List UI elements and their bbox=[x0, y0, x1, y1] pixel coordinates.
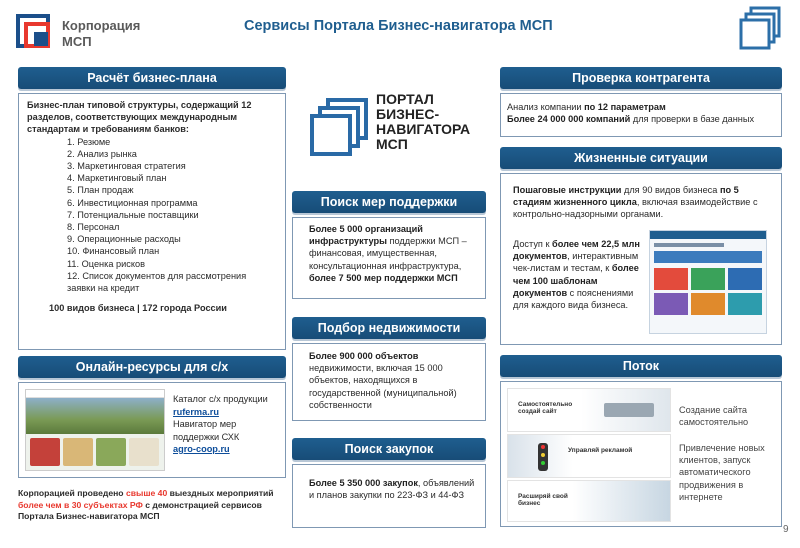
biz-plan-item: 3. Маркетинговая стратегия bbox=[67, 161, 186, 172]
purchases-p1: Более 5 350 000 закупок bbox=[309, 478, 418, 488]
potok-card-1 bbox=[507, 388, 671, 432]
support-p1: Более 5 000 организаций инфраструктуры bbox=[309, 224, 423, 247]
portal-logo-l1: ПОРТАЛ bbox=[376, 91, 434, 107]
potok-card-1-title: Самостоятельно создай сайт bbox=[518, 401, 573, 415]
biz-plan-item: 6. Инвестиционная программа bbox=[67, 197, 198, 208]
counterparty-line2 bbox=[507, 113, 773, 125]
realty-p2: недвижимости, включая 15 000 объектов, находящихся в государственной (муниципальной) собственности bbox=[309, 363, 457, 410]
biz-plan-footer: 100 видов бизнеса | 172 города России bbox=[49, 303, 227, 314]
events-d: более чем в 30 субъектах РФ bbox=[18, 499, 143, 510]
portal-logo-icon bbox=[308, 98, 370, 160]
life-text bbox=[513, 184, 771, 221]
biz-plan-item: 4. Маркетинговый план bbox=[67, 173, 167, 184]
agro-coop-link[interactable]: agro-coop.ru bbox=[173, 444, 230, 454]
support-header[interactable]: Поиск мер поддержки bbox=[292, 191, 486, 213]
support-panel bbox=[292, 217, 486, 299]
realty-p1: Более 900 000 объектов bbox=[309, 351, 419, 361]
life-screenshot bbox=[649, 230, 767, 334]
life-p1b: для 90 видов бизнеса bbox=[621, 185, 720, 195]
counterparty-l1a: Анализ компании bbox=[507, 102, 585, 112]
biz-plan-item: 9. Операционные расходы bbox=[67, 234, 181, 245]
counterparty-l2a: Более 24 000 000 компаний bbox=[507, 114, 631, 125]
events-b: свыше 40 bbox=[125, 488, 168, 498]
agro-text bbox=[173, 393, 281, 456]
squares-icon bbox=[737, 6, 787, 52]
page-number: 9 bbox=[783, 524, 789, 535]
life-p2a: Доступ к bbox=[513, 239, 553, 249]
events-note bbox=[18, 488, 290, 523]
potok-panel bbox=[500, 381, 782, 527]
life-panel bbox=[500, 173, 782, 345]
agro-header[interactable]: Онлайн-ресурсы для с/х bbox=[18, 356, 286, 378]
portal-logo-l4: МСП bbox=[376, 136, 408, 152]
support-p2: поддержки МСП – финансовая, имущественная, консультационная инфраструктура, bbox=[309, 236, 467, 271]
counterparty-l2b: для проверки в базе данных bbox=[630, 114, 755, 125]
ruferma-link[interactable]: ruferma.ru bbox=[173, 406, 219, 417]
biz-plan-item: 2. Анализ рынка bbox=[67, 148, 137, 159]
potok-text-2: Привлечение новых клиентов, запуск автоматического продвижения в интернете bbox=[679, 443, 765, 502]
realty-panel bbox=[292, 343, 486, 421]
purchases-p2: , объявлений и планов закупки по 223-ФЗ и 44-ФЗ bbox=[309, 478, 475, 501]
corp-logo-text-1: Корпорация bbox=[62, 18, 141, 33]
life-p2e: с пояснениями для каждого вида бизнеса. bbox=[513, 287, 634, 311]
life-p1d: , включая взаимодействие с контрольно-надзорными органами. bbox=[513, 197, 758, 220]
corp-logo-text-2: МСП bbox=[62, 34, 92, 49]
biz-plan-item: 12. Список документов для рассмотрения заявки на кредит bbox=[67, 270, 247, 294]
potok-card-2 bbox=[507, 434, 671, 478]
life-p1c: по 5 стадиям жизненного цикла bbox=[513, 185, 739, 208]
life-p2d: более чем 100 шаблонам документов bbox=[513, 263, 639, 298]
counterparty-line1 bbox=[507, 101, 773, 113]
biz-plan-header[interactable]: Расчёт бизнес-плана bbox=[18, 67, 286, 89]
biz-plan-item: 10. Финансовый план bbox=[67, 246, 160, 257]
corp-logo-icon bbox=[16, 12, 56, 52]
biz-plan-item: 5. План продаж bbox=[67, 185, 134, 196]
biz-plan-list bbox=[27, 136, 277, 295]
page-title: Сервисы Портала Бизнес-навигатора МСП bbox=[244, 18, 553, 34]
biz-plan-intro: Бизнес-план типовой структуры, содержащий 12 разделов, соответствующих международным стандартам и требованиям банков: bbox=[27, 100, 252, 135]
life-p2b: более чем 22,5 млн документов bbox=[513, 239, 640, 262]
portal-logo-l3: НАВИГАТОРА bbox=[376, 121, 471, 137]
life-p1 bbox=[513, 184, 771, 221]
support-p3: более 7 500 мер поддержки МСП bbox=[309, 272, 458, 283]
events-e: с демонстрацией сервисов Портала Бизнес-навигатора МСП bbox=[18, 499, 262, 521]
potok-text-1: Создание сайта самостоятельно bbox=[679, 405, 749, 428]
corp-logo[interactable] bbox=[16, 12, 156, 52]
life-header[interactable]: Жизненные ситуации bbox=[500, 147, 782, 169]
realty-header[interactable]: Подбор недвижимости bbox=[292, 317, 486, 339]
events-c: выездных мероприятий bbox=[167, 488, 274, 498]
purchases-panel bbox=[292, 464, 486, 528]
counterparty-header[interactable]: Проверка контрагента bbox=[500, 67, 782, 89]
potok-card-3-title: Расширяй свой бизнес bbox=[518, 493, 568, 507]
agro-l2: Навигатор мер поддержки СХК bbox=[173, 419, 240, 442]
life-p2 bbox=[513, 238, 643, 311]
potok-card-3 bbox=[507, 480, 671, 522]
counterparty-panel bbox=[500, 93, 782, 137]
biz-plan-item: 8. Персонал bbox=[67, 222, 120, 233]
portal-logo-l2: БИЗНЕС- bbox=[376, 106, 440, 122]
biz-plan-item: 1. Резюме bbox=[67, 136, 111, 147]
agro-panel bbox=[18, 382, 286, 478]
agro-screenshot bbox=[25, 389, 165, 471]
portal-logo bbox=[308, 88, 488, 158]
potok-card-2-title: Управляй рекламой bbox=[568, 447, 633, 454]
life-p2c: , интерактивным чек-листам и тестам, к bbox=[513, 251, 639, 274]
potok-header[interactable]: Поток bbox=[500, 355, 782, 377]
agro-l1: Каталог с/х продукции bbox=[173, 394, 268, 404]
counterparty-l1b: по 12 параметрам bbox=[584, 102, 666, 112]
biz-plan-panel bbox=[18, 93, 286, 350]
purchases-header[interactable]: Поиск закупок bbox=[292, 438, 486, 460]
biz-plan-item: 11. Оценка рисков bbox=[67, 258, 145, 269]
life-p1a: Пошаговые инструкции bbox=[513, 185, 622, 195]
events-a: Корпорацией проведено bbox=[18, 488, 126, 498]
biz-plan-item: 7. Потенциальные поставщики bbox=[67, 209, 199, 220]
